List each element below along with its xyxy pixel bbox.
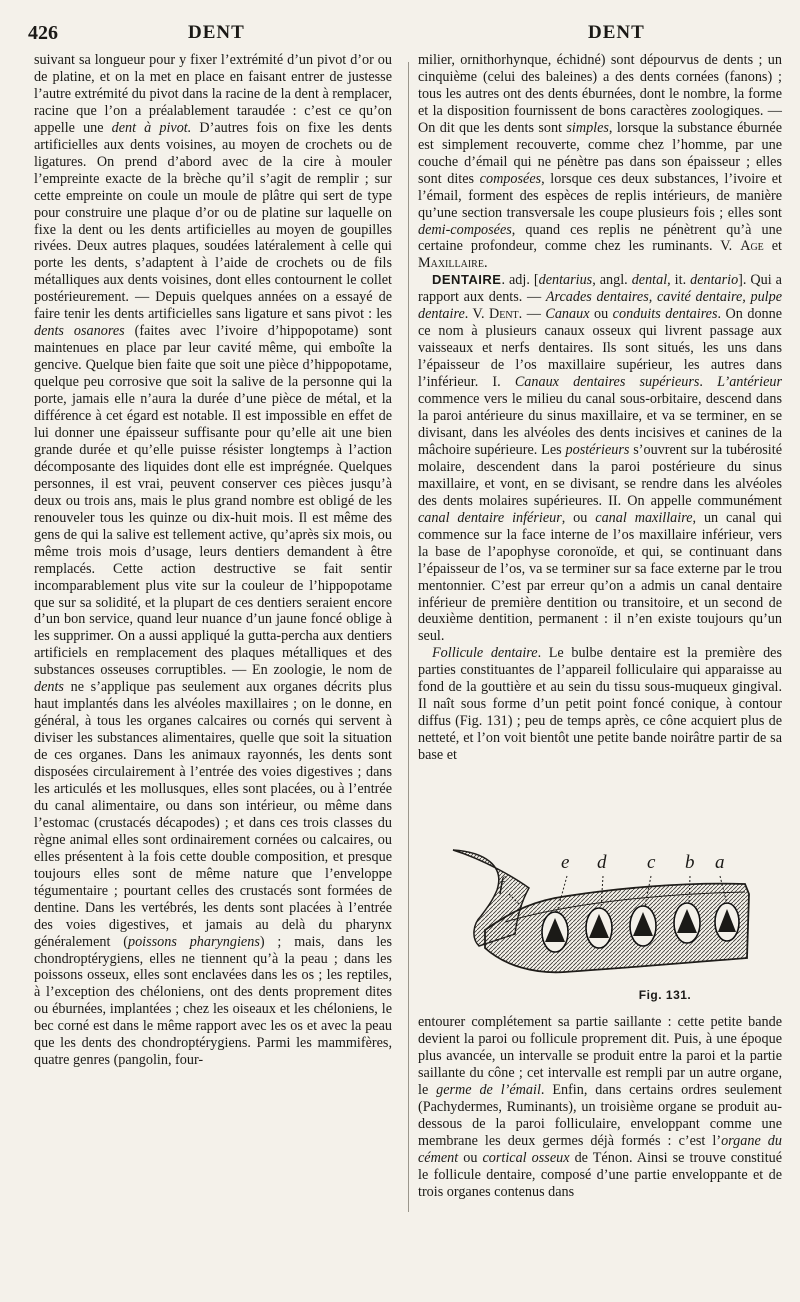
- running-head-left: DENT: [188, 22, 245, 43]
- running-head-right: DENT: [588, 22, 645, 43]
- left-column-text: suivant sa longueur pour y fixer l’extrémité d’un pivot d’or ou de platine, et on la met en place en faisant entrer de justesse l’autre extrémité du pivot dans la racine de la dent à remplacer, racine que l’on a préalablement taraudée : c’est ce qu’on appelle une dent à pivot. D’autres fois on fixe les dents artificielles aux dents voisines, au moyen de crochets ou de ligatures. On prend d’abord avec de la cire à mouler l’empreinte exacte de la brèche qu’il s’agit de remplir ; sur cette empreinte on coule un moule de plâtre qui sert de type pour construire une plaque d’or ou de platine sur laquelle on fixe la dent ou les dents artificielles au moyen de goupilles rivées. Deux autres plaques, soudées latéralement à celle qui porte les dents, s’adaptent à l’aide de crochets ou de fils métalliques aux dents voisines, dont elles contournent le collet postérieurement. — Depuis quelques années on a essayé de faire tenir les dents artificielles sans ligature et sans pivot : les dents osanores (faites avec l’ivoire d’hippopotame) sont maintenues en place par leur cavité même, qui emboîte la gencive. Quelque bien faite que soit une pièce d’hippopotame, quelque peu corrosive que soit la salive de la personne qui la porte, jamais elle n’aura la durée d’une pièce de métal, et la différence à cet égard est notable. Il est impossible en effet de lui donner une épaisseur suffisante pour qu’elle ait une bien grande durée et qu’elle puisse résister longtemps à l’action décomposante des liquides dont elle est imprégnée. Quelques personnes, il est vrai, peuvent conserver ces pièces jusqu’à deux ou trois ans, mais le plus grand nombre est obligé de les renouveler tous les quinze ou dix-huit mois. Il est même des gens de qui la salive est tellement active, qu’après six mois, ou même trois mois d’usage, leurs dentiers demandent à être remplacés. Cette action destructive se fait sentir incomparablement plus vite sur la couleur de l’hippopotame que sur sa solidité, et la plupart de ces dentiers seraient encore d’un bon service, quand leur nuance d’un jaune foncé oblige à les supprimer. On a aussi appliqué la gutta-percha aux dentiers artificiels en remplacement des plaques métalliques et des substances osseuses corruptibles. — En zoologie, le nom de dents ne s’applique pas seulement aux organes décrits plus haut implantés dans les alvéoles maxillaires ; on le donne, en général, à tous les organes calcaires ou cornés qui servent à diviser les substances alimentaires, quelle que soit la situation de ces organes. Dans les animaux rayonnés, les dents sont disposées circulairement à l’entrée des voies digestives ; dans les articulés et les mollusques, elles sont placées, ou à l’entrée du canal alimentaire, ou dans son intérieur, ou même dans l’estomac (crustacés décapodes) ; et dans ces trois classes du règne animal elles sont ordinairement cornées ou calcaires, ou elles présentent à la fois cette double composition, et presque toujours elles sont de même nature que l’enveloppe tégumentaire ; pourtant celles des crustacés sont formées de dentine. Dans les vertébrés, les dents sont placées à l’entrée des voies digestives, et jamais au delà du pharynx généralement (poissons pharyngiens) ; mais, dans les chondroptérygiens, elles ne tiennent qu’à la peau ; dans les poissons osseux, elles sont enclavées dans les os ; les reptiles, à l’exception des chéloniens, ont des dents proprement dites ou éburnées, implantées ; chez les oiseaux et les chéloniens, le bec corné est dans le même rapport avec les os et avec la peau que les dents des chondroptérygiens. Parmi les mammifères, quatre genres (pangolin, four-: [34, 52, 392, 1069]
- headword-dentaire: DENTAIRE: [432, 272, 502, 288]
- figure-131: [445, 838, 765, 1006]
- figure-letter-a: a: [715, 852, 725, 873]
- dentaire-entry: DENTAIRE. adj. [dentarius, angl. dental, it. dentario]. Qui a rapport aux dents. — Arcades dentaires, cavité dentaire, pulpe dentaire. V. Dent. — Canaux ou conduits dentaires. On donne ce nom à plusieurs canaux osseux qui livrent passage aux vaisseaux et nerfs dentaires. Ils sont situés, les uns dans l’épaisseur de l’os maxillaire supérieur, les autres dans l’inférieur. I. Canaux dentaires supérieurs. L’antérieur commence vers le milieu du canal sous-orbitaire, descend dans la paroi antérieure du sinus maxillaire, et va se terminer, en se divisant, dans les alvéoles des dents incisives et canines de la mâchoire supérieure. Les postérieurs s’ouvrent sur la tubérosité molaire, descendent dans la paroi postérieure du sinus maxillaire, et vont, en se divisant, se rendre dans les alvéoles des dents molaires supérieures. II. On appelle communément canal dentaire inférieur, ou canal maxillaire, un canal qui commence sur la face interne de l’os maxillaire inférieur, vers la base de l’apophyse coronoïde, et qui, se continuant dans l’épaisseur de l’os, va se terminer sur sa face externe par le trou mentonnier. C’est par erreur qu’on a admis un canal dentaire inférieur de première dentition ou transitoire, et un second de deuxième dentition, permanent : il n’en existe toujours qu’un seul.: [418, 272, 783, 645]
- right-column-bottom: [418, 1014, 782, 1200]
- left-column: [34, 52, 392, 1069]
- figure-letter-f: f: [499, 874, 505, 895]
- column-divider: [408, 62, 409, 1212]
- figure-letter-e: e: [561, 852, 570, 873]
- right-column-top: [418, 52, 782, 764]
- page-number: 426: [28, 22, 58, 44]
- follicule-paragraph: Follicule dentaire. Le bulbe dentaire est la première des parties constituantes de l’appareil folliculaire qui apparaisse au fond de la gouttière et au sein du tissu sous-muqueux gingival. Il naît sous forme d’un petit point foncé conique, à contour diffus (Fig. 131) ; peu de temps après, ce cône acquiert plus de netteté, et l’on voit bientôt une petite bande noirâtre partir de sa base et: [418, 645, 782, 764]
- dent-continuation-paragraph: milier, ornithorhynque, échidné) sont dépourvus de dents ; un cinquième (celui des baleines) a des dents cornées (fanons) ; tous les autres ont des dents éburnées, dont le nombre, la forme et la disposition fournissent de bons caractères zoologiques. — On dit que les dents sont simples, lorsque la substance éburnée est simplement recouverte, comme chez l’homme, par une couche d’émail qui ne pénètre pas dans son épaisseur ; elles sont dites composées, lorsque ces deux substances, l’ivoire et l’émail, forment des espèces de replis intérieurs, de manière qu’une section transversale les coupe plusieurs fois ; elles sont demi-composées, quand ces replis ne pénètrent qu’à une certaine profondeur, comme chez les ruminants. V. Age et Maxillaire.: [418, 52, 783, 272]
- follicule-continuation: entourer complétement sa partie saillante : cette petite bande devient la paroi ou follicule proprement dit. Puis, à une époque plus avancée, un intervalle se produit entre la paroi et la partie saillante du cône ; cet intervalle est rempli par un autre organe, le germe de l’émail. Enfin, dans certains ordres seulement (Pachydermes, Ruminants), un troisième organe se produit au-dessous de la paroi folliculaire, enveloppant comme une membrane les deux germes déjà formés : c’est l’organe du cément ou cortical osseux de Ténon. Ainsi se trouve constitué le follicule dentaire, composé d’une partie enveloppante et de trois organes contenus dans: [418, 1014, 783, 1200]
- figure-letter-b: b: [685, 852, 695, 873]
- figure-letter-d: d: [597, 852, 607, 873]
- figure-caption: Fig. 131.: [638, 988, 692, 1002]
- page-header: [28, 22, 790, 50]
- figure-letter-c: c: [647, 852, 656, 873]
